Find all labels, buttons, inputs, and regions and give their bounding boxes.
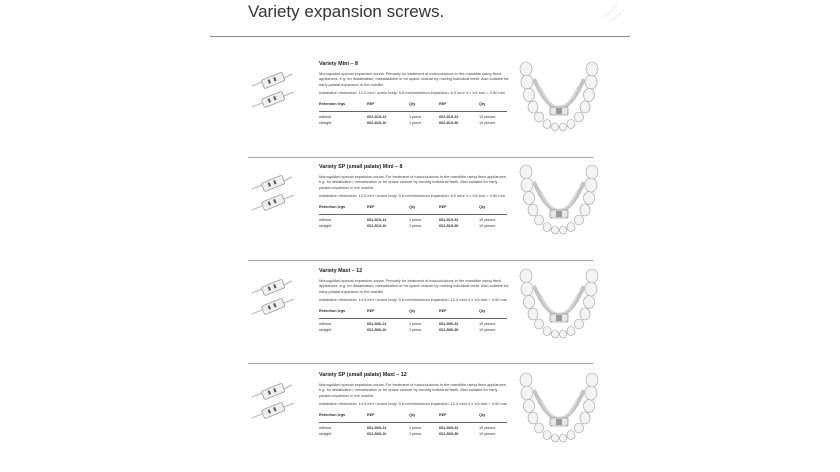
table-row	[319, 120, 507, 126]
corner-fold-mark	[600, 0, 630, 30]
table-cell: 602-809-30	[439, 432, 459, 437]
table-cell: 10 pieces	[479, 432, 496, 437]
column-header: REF	[439, 101, 479, 112]
table-cell: 1 piece	[409, 426, 422, 431]
table-cell: 1 piece	[409, 432, 422, 437]
title-divider	[210, 36, 630, 37]
order-table-header	[319, 204, 507, 215]
installation-dimension: Installation dimension: 14.9 mm / screw body: 9.6 mm/maximum expansion: 12.0 mm/ 4 x 1/4 turn = 0.80 mm	[319, 401, 508, 407]
column-header: Qty	[409, 308, 439, 319]
dental-arch-image	[518, 57, 600, 135]
table-row	[319, 431, 507, 437]
table-cell: 1 piece	[409, 322, 422, 327]
dental-arch-image	[518, 264, 600, 342]
product-description: Monoguided special expansion screw. For treatment of malocclusions in the mandible using fixed appliances, e.g. for distalisation, mesialization or for space closure by moving individual teeth. Also suitable for early palatal expansion in the maxilla.	[319, 174, 507, 190]
table-cell: 602-819-12	[367, 218, 387, 223]
table-cell: 10 pieces	[479, 121, 496, 126]
table-cell: 602-815-30	[439, 121, 459, 126]
column-header: Qty	[479, 101, 507, 112]
table-row	[319, 223, 507, 229]
product-section-1	[248, 61, 596, 161]
order-table	[319, 204, 507, 229]
table-cell: straight	[319, 121, 332, 126]
column-header: REF	[367, 412, 409, 423]
dental-arch-image	[518, 160, 600, 238]
order-table	[319, 308, 507, 333]
product-description: Monoguided special expansion screw. For treatment of malocclusions in the mandible using fixed appliances, e.g. for distalisation, mesialization or for space closure by moving individual teeth. Also suitable for early palatal expansion in the maxilla.	[319, 382, 507, 398]
section-divider	[248, 363, 593, 364]
expansion-screw-image	[248, 69, 296, 117]
installation-dimension: Installation dimension: 14.9 mm / screw body: 9.6 mm/maximum expansion: 12.0 mm/ 4 x 1/4 turn = 0.80 mm	[319, 297, 508, 303]
expansion-screw-image	[248, 172, 296, 220]
table-cell: 1 piece	[409, 121, 422, 126]
section-divider	[248, 157, 593, 158]
table-cell: 10 pieces	[479, 322, 496, 327]
column-header: Retention legs	[319, 204, 367, 215]
product-description: Monoguided special expansion screw. Primarily for treatment of malocclusions in the mandible using fixed appliances, e.g. for distalisation, mesialization or for space closure by moving individual teeth. Also suitable for early palatal expansion in the maxilla.	[319, 71, 509, 87]
table-cell: 602-815-12	[367, 115, 387, 120]
product-name: Variety Mini – 8	[319, 61, 358, 67]
expansion-screw-image	[248, 276, 296, 324]
order-table-header	[319, 101, 507, 112]
column-header: Qty	[479, 308, 507, 319]
table-cell: straight	[319, 224, 332, 229]
table-row	[319, 327, 507, 333]
column-header: Qty	[479, 412, 507, 423]
table-cell: straight	[319, 432, 332, 437]
column-header: REF	[439, 204, 479, 215]
table-cell: 602-806-10	[367, 328, 387, 333]
column-header: REF	[367, 204, 409, 215]
table-cell: 602-806-30	[439, 328, 459, 333]
table-cell: 602-819-30	[439, 224, 459, 229]
product-name: Variety Maxi – 12	[319, 268, 363, 274]
order-table-header	[319, 308, 507, 319]
table-cell: 602-809-32	[439, 426, 459, 431]
table-cell: 10 pieces	[479, 224, 496, 229]
column-header: Qty	[479, 204, 507, 215]
dental-arch-image	[518, 368, 600, 446]
table-cell: without	[319, 426, 332, 431]
order-table	[319, 101, 507, 126]
column-header: Qty	[409, 204, 439, 215]
column-header: REF	[367, 308, 409, 319]
column-header: Qty	[409, 101, 439, 112]
column-header: Retention legs	[319, 308, 367, 319]
order-table	[319, 412, 507, 437]
table-cell: 602-815-10	[367, 121, 387, 126]
product-section-3	[248, 268, 596, 368]
table-cell: 1 piece	[409, 328, 422, 333]
installation-dimension: Installation dimension: 12.0 mm / screw body: 9.6 mm/maximum expansion: 8.0 mm/ 4 x 1/4 turn = 0.80 mm	[319, 90, 505, 96]
page-title: Variety expansion screws.	[248, 2, 445, 21]
table-cell: 602-809-10	[367, 432, 387, 437]
table-cell: 602-815-32	[439, 115, 459, 120]
table-cell: 602-806-32	[439, 322, 459, 327]
column-header: Retention legs	[319, 412, 367, 423]
product-description: Monoguided special expansion screw. Primarily for treatment of malocclusions in the mandible using fixed appliances, e.g. for distalisation, mesialization or for space closure by moving individual teeth. Also suitable for early palatal expansion in the maxilla.	[319, 278, 509, 294]
column-header: Retention legs	[319, 101, 367, 112]
table-cell: 602-809-12	[367, 426, 387, 431]
expansion-screw-image	[248, 380, 296, 428]
column-header: Qty	[409, 412, 439, 423]
product-name: Variety SP (small palate) Maxi – 12	[319, 372, 407, 378]
table-cell: without	[319, 218, 332, 223]
product-section-2	[248, 164, 596, 264]
table-cell: 1 piece	[409, 115, 422, 120]
table-cell: without	[319, 115, 332, 120]
product-name: Variety SP (small palate) Mini – 8	[319, 164, 403, 170]
table-cell: 10 pieces	[479, 426, 496, 431]
table-cell: 602-819-32	[439, 218, 459, 223]
installation-dimension: Installation dimension: 12.0 mm / screw body: 9.6 mm/maximum expansion: 8.0 mm/ 4 x 1/4 turn = 0.80 mm	[319, 193, 505, 199]
column-header: REF	[439, 308, 479, 319]
table-cell: without	[319, 322, 332, 327]
table-cell: 1 piece	[409, 224, 422, 229]
table-cell: 10 pieces	[479, 115, 496, 120]
table-cell: straight	[319, 328, 332, 333]
product-section-4	[248, 372, 596, 472]
table-cell: 10 pieces	[479, 328, 496, 333]
table-cell: 10 pieces	[479, 218, 496, 223]
table-cell: 602-819-10	[367, 224, 387, 229]
column-header: REF	[367, 101, 409, 112]
column-header: REF	[439, 412, 479, 423]
table-cell: 1 piece	[409, 218, 422, 223]
table-cell: 602-806-12	[367, 322, 387, 327]
order-table-header	[319, 412, 507, 423]
section-divider	[248, 260, 593, 261]
